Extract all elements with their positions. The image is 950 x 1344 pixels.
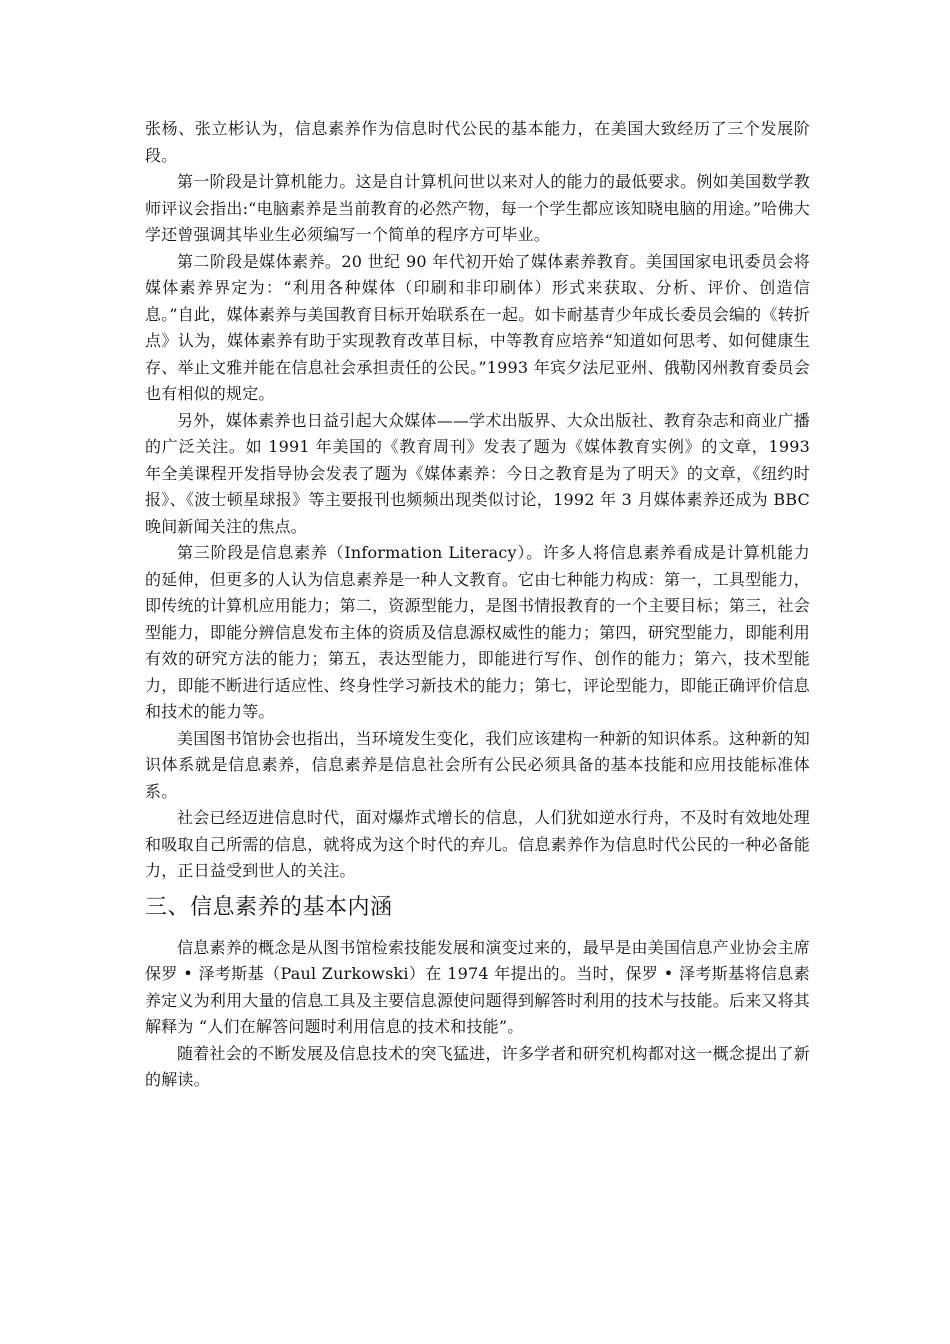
document-page xyxy=(145,116,810,1094)
paragraph-information-age: 社会已经迈进信息时代，面对爆炸式增长的信息，人们犹如逆水行舟，不及时有效地处理和吸取自己所需的信息，就将成为这个时代的弃儿。信息素养作为信息时代公民的一种必备能力，正日益受到世人的关注。 xyxy=(145,808,810,880)
paragraph-new-interpretation: 随着社会的不断发展及信息技术的突飞猛进，许多学者和研究机构都对这一概念提出了新的解读。 xyxy=(145,1043,810,1089)
paragraph-intro: 张杨、张立彬认为，信息素养作为信息时代公民的基本能力，在美国大致经历了三个发展阶段。 xyxy=(145,119,810,165)
paragraph-stage-one: 第一阶段是计算机能力。这是自计算机问世以来对人的能力的最低要求。例如美国数学教师评议会指出:“电脑素养是当前教育的必然产物，每一个学生都应该知晓电脑的用途。”哈佛大学还曾强调其毕业生必须编写一个简单的程序方可毕业。 xyxy=(145,172,810,244)
paragraph-media-attention: 另外，媒体素养也日益引起大众媒体——学术出版界、大众出版社、教育杂志和商业广播的广泛关注。如 1991 年美国的《教育周刊》发表了题为《媒体教育实例》的文章，1993 年全美课程开发指导协会发表了题为《媒体素养：今日之教育是为了明天》的文章，《纽约时报》、《波士顿星球报》等主要报刊也频频出现类似讨论，1992 年 3 月媒体素养还成为 BBC 晚间新闻关注的焦点。 xyxy=(145,410,810,536)
paragraph-stage-three: 第三阶段是信息素养（Information Literacy）。许多人将信息素养看成是计算机能力的延伸，但更多的人认为信息素养是一种人文教育。它由七种能力构成：第一，工具型能力，即传统的计算机应用能力；第二，资源型能力，是图书情报教育的一个主要目标；第三，社会型能力，即能分辨信息发布主体的资质及信息源权威性的能力；第四，研究型能力，即能利用有效的研究方法的能力；第五，表达型能力，即能进行写作、创作的能力；第六，技术型能力，即能不断进行适应性、终身性学习新技术的能力；第七，评论型能力，即能正确评价信息和技术的能力等。 xyxy=(145,543,810,721)
paragraph-ala: 美国图书馆协会也指出，当环境发生变化，我们应该建构一种新的知识体系。这种新的知识体系就是信息素养，信息素养是信息社会所有公民必须具备的基本技能和应用技能标准体系。 xyxy=(145,728,810,801)
paragraph-concept-origin: 信息素养的概念是从图书馆检索技能发展和演变过来的，最早是由美国信息产业协会主席保罗 • 泽考斯基（Paul Zurkowski）在 1974 年提出的。当时，保罗 • 泽考斯基将信息素养定义为利用大量的信息工具及主要信息源使问题得到解答时利用的技术与技能。后来又将其解释为 “人们在解答问题时利用信息的技术和技能”。 xyxy=(145,937,810,1036)
paragraph-stage-two: 第二阶段是媒体素养。20 世纪 90 年代初开始了媒体素养教育。美国国家电讯委员会将媒体素养界定为：“利用各种媒体（印刷和非印刷体）形式来获取、分析、评价、创造信息。”自此，媒体素养与美国教育目标开始联系在一起。如卡耐基青少年成长委员会编的《转折点》认为，媒体素养有助于实现教育改革目标，中等教育应培养“知道如何思考、如何健康生存、举止文雅并能在信息社会承担责任的公民。”1993 年宾夕法尼亚州、俄勒冈州教育委员会也有相似的规定。 xyxy=(145,251,810,403)
section-heading: 三、信息素养的基本内涵 xyxy=(145,894,393,920)
